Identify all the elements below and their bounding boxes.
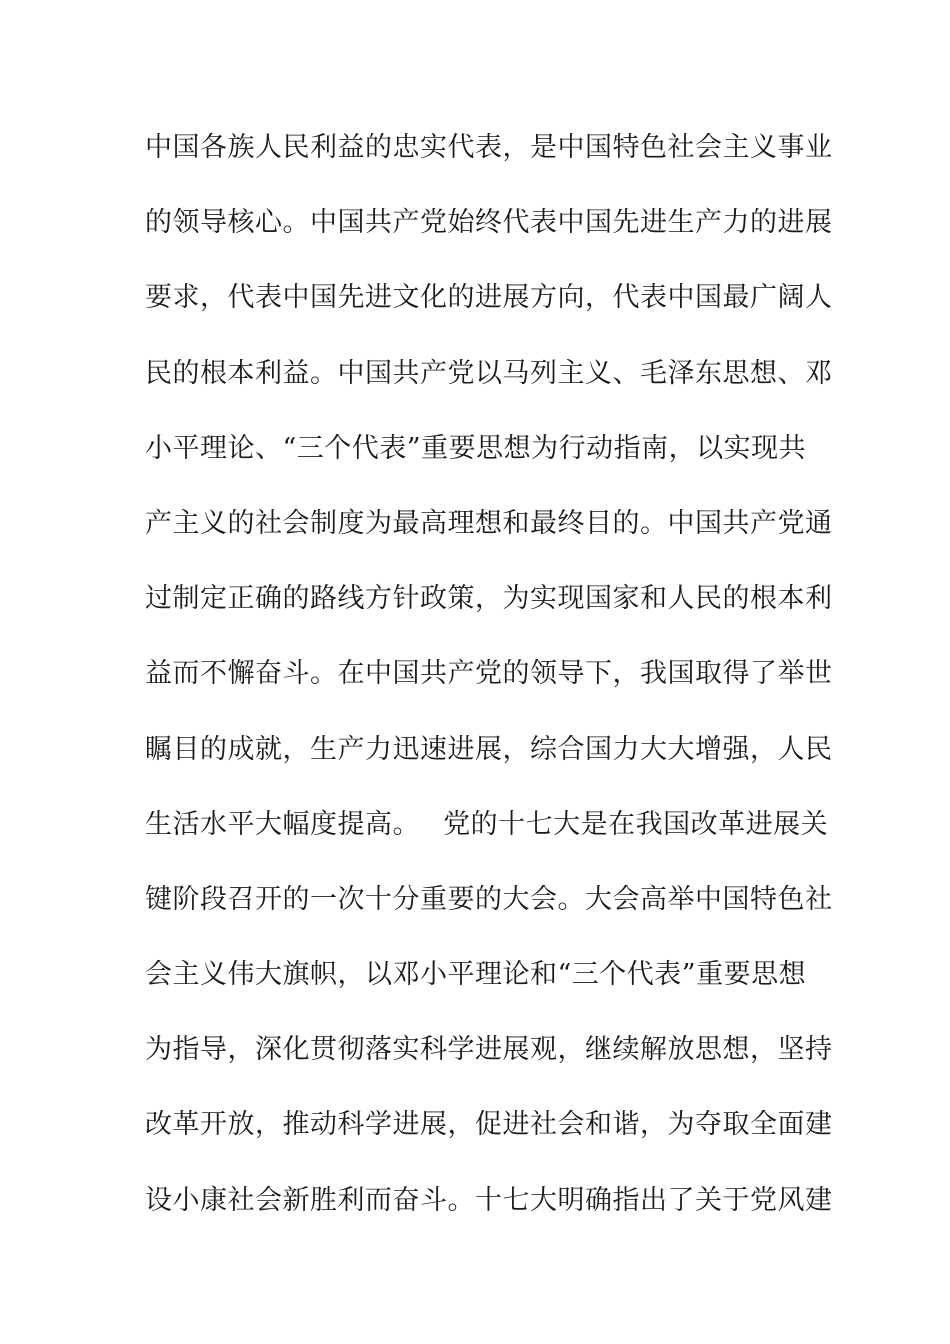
text-line: 生活水平大幅度提高。 党的十七大是在我国改革进展关: [145, 808, 829, 840]
body-text: [145, 122, 833, 1250]
text-line: 要求，代表中国先进文化的进展方向，代表中国最广阔人: [145, 282, 833, 314]
text-line: 产主义的社会制度为最高理想和最终目的。中国共产党通: [145, 507, 833, 539]
text-line: 中国各族人民利益的忠实代表，是中国特色社会主义事业: [145, 132, 833, 163]
text-line: 民的根本利益。中国共产党以马列主义、毛泽东思想、邓: [145, 357, 833, 389]
text-line: 益而不懈奋斗。在中国共产党的领导下，我国取得了举世: [145, 658, 833, 690]
text-line: 小平理论、“三个代表”重要思想为行动指南，以实现共: [145, 432, 807, 464]
text-line: 设小康社会新胜利而奋斗。十七大明确指出了关于党风建: [145, 1184, 833, 1216]
text-line: 改革开放，推动科学进展，促进社会和谐，为夺取全面建: [145, 1109, 833, 1141]
text-line: 的领导核心。中国共产党始终代表中国先进生产力的进展: [145, 207, 833, 239]
text-line: 瞩目的成就，生产力迅速进展，综合国力大大增强，人民: [145, 733, 833, 765]
text-line: 会主义伟大旗帜，以邓小平理论和“三个代表”重要思想: [145, 959, 807, 991]
text-line: 键阶段召开的一次十分重要的大会。大会高举中国特色社: [145, 883, 833, 915]
text-line: 为指导，深化贯彻落实科学进展观，继续解放思想，坚持: [145, 1034, 833, 1066]
text-line: 过制定正确的路线方针政策，为实现国家和人民的根本利: [145, 583, 833, 615]
